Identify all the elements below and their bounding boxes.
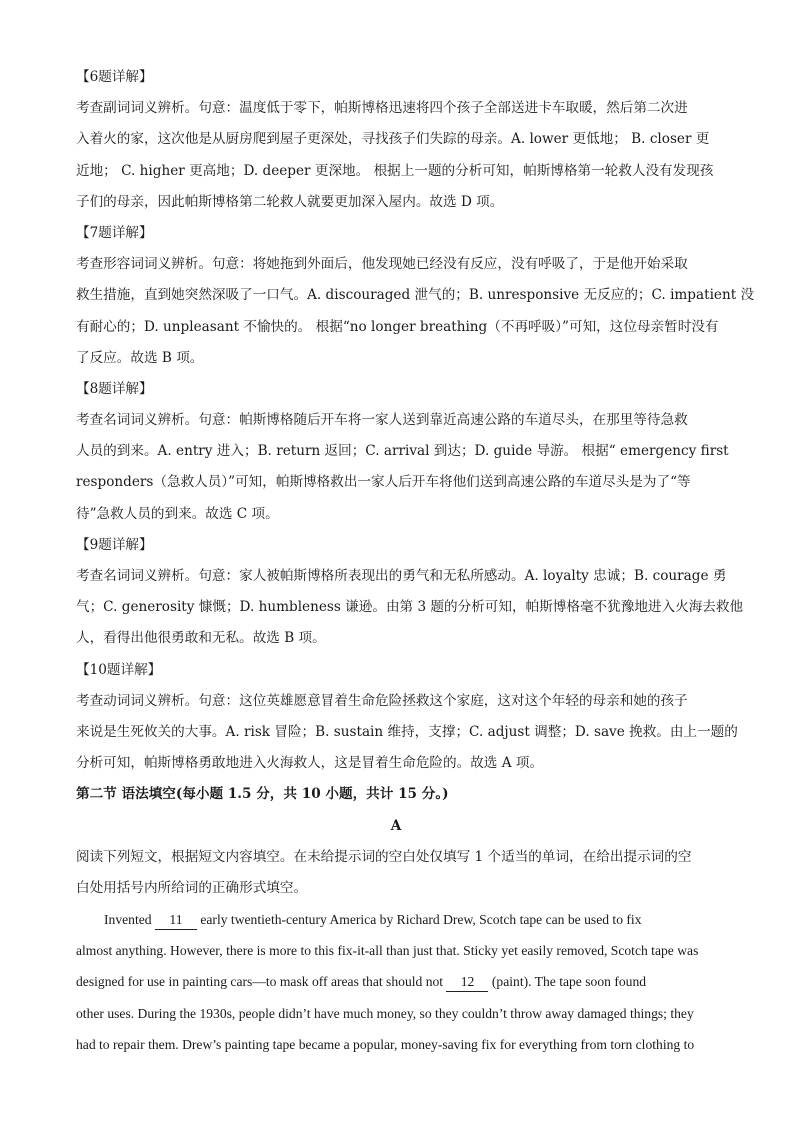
q8-line-3: responders（急救人员）”可知，帕斯博格救出一家人后开车将他们送到高速公路的车道尽头是为了“等	[76, 474, 691, 491]
q8-line-1: 考查名词词义辨析。句意：帕斯博格随后开车将一家人送到靠近高速公路的车道尽头，在那里等待急救	[76, 412, 688, 429]
part-label: A	[390, 817, 402, 834]
blank-12[interactable]: 12	[446, 973, 488, 992]
q10-line-3: 分析可知，帕斯博格勇敢地进入火海救人，这是冒着生命危险的。故选 A 项。	[76, 755, 544, 772]
blank-11[interactable]: 11	[155, 911, 197, 930]
q7-line-4: 了反应。故选 B 项。	[76, 349, 204, 366]
instructions-line-1: 阅读下列短文，根据短文内容填空。在未给提示词的空白处仅填写 1 个适当的单词，在给出提示词的空	[76, 848, 692, 865]
q7-heading: 【7题详解】	[76, 224, 153, 241]
q9-heading: 【9题详解】	[76, 536, 153, 553]
q7-line-2: 救生措施，直到她突然深吸了一口气。A. discouraged 泄气的；B. unresponsive 无反应的；C. impatient 没	[76, 287, 755, 304]
q9-line-1: 考查名词词义辨析。句意：家人被帕斯博格所表现出的勇气和无私所感动。A. loyalty 忠诚；B. courage 勇	[76, 568, 727, 584]
instructions-line-2: 白处用括号内所给词的正确形式填空。	[76, 879, 308, 896]
passage-line-3	[76, 966, 716, 997]
passage-text: Invented	[104, 912, 155, 928]
passage-text: designed for use in painting cars—to mask off areas that should not	[76, 974, 447, 990]
q10-line-2: 来说是生死攸关的大事。A. risk 冒险；B. sustain 维持，支撑；C. adjust 调整；D. save 挽救。由上一题的	[76, 723, 738, 740]
q9-line-2: 气；C. generosity 慷慨；D. humbleness 谦逊。由第 3 题的分析可知，帕斯博格毫不犹豫地进入火海去救他	[76, 599, 744, 616]
q7-line-1: 考查形容词词义辨析。句意：将她拖到外面后，他发现她已经没有反应，没有呼吸了，于是他开始采取	[76, 256, 688, 273]
q9-line-3: 人，看得出他很勇敢和无私。故选 B 项。	[76, 630, 326, 647]
passage-text: (paint). The tape soon found	[488, 974, 647, 990]
q7-line-3: 有耐心的；D. unpleasant 不愉快的。 根据“no longer breathing（不再呼吸）”可知，这位母亲暂时没有	[76, 318, 719, 335]
section-title: 第二节 语法填空(每小题 1.5 分，共 10 小题，共计 15 分。)	[76, 786, 449, 803]
q10-line-1: 考查动词词义辨析。句意：这位英雄愿意冒着生命危险拯救这个家庭，这对这个年轻的母亲和她的孩子	[76, 692, 688, 709]
q8-line-4: 待”急救人员的到来。故选 C 项。	[76, 505, 279, 522]
passage-line-2: almost anything. However, there is more to this fix-it-all than just that. Sticky yet easily removed, Scotch tape was	[76, 943, 699, 959]
q8-heading: 【8题详解】	[76, 380, 153, 397]
q6-line-3: 近地； C. higher 更高地；D. deeper 更深地。 根据上一题的分析可知，帕斯博格第一轮救人没有发现孩	[76, 162, 714, 179]
q10-heading: 【10题详解】	[76, 661, 162, 678]
passage-line-4: other uses. During the 1930s, people didn’t have much money, so they couldn’t throw away damaged things; they	[76, 1005, 694, 1021]
passage-line-5: had to repair them. Drew’s painting tape became a popular, money-saving fix for everything from torn clothing to	[76, 1036, 695, 1052]
document-page	[76, 62, 755, 1060]
passage-text: early twentieth-century America by Richard Drew, Scotch tape can be used to fix	[196, 912, 642, 928]
passage-line-1	[76, 904, 716, 935]
q6-line-1: 考查副词词义辨析。句意：温度低于零下，帕斯博格迅速将四个孩子全部送进卡车取暖，然后第二次进	[76, 100, 688, 117]
q6-line-2: 入着火的家，这次他是从厨房爬到屋子更深处，寻找孩子们失踪的母亲。A. lower 更低地； B. closer 更	[76, 131, 710, 148]
q8-line-2: 人员的到来。A. entry 进入；B. return 返回；C. arrival 到达；D. guide 导游。 根据“ emergency first	[76, 443, 729, 460]
q6-heading: 【6题详解】	[76, 69, 153, 85]
q6-line-4: 子们的母亲，因此帕斯博格第二轮救人就要更加深入屋内。故选 D 项。	[76, 193, 504, 210]
